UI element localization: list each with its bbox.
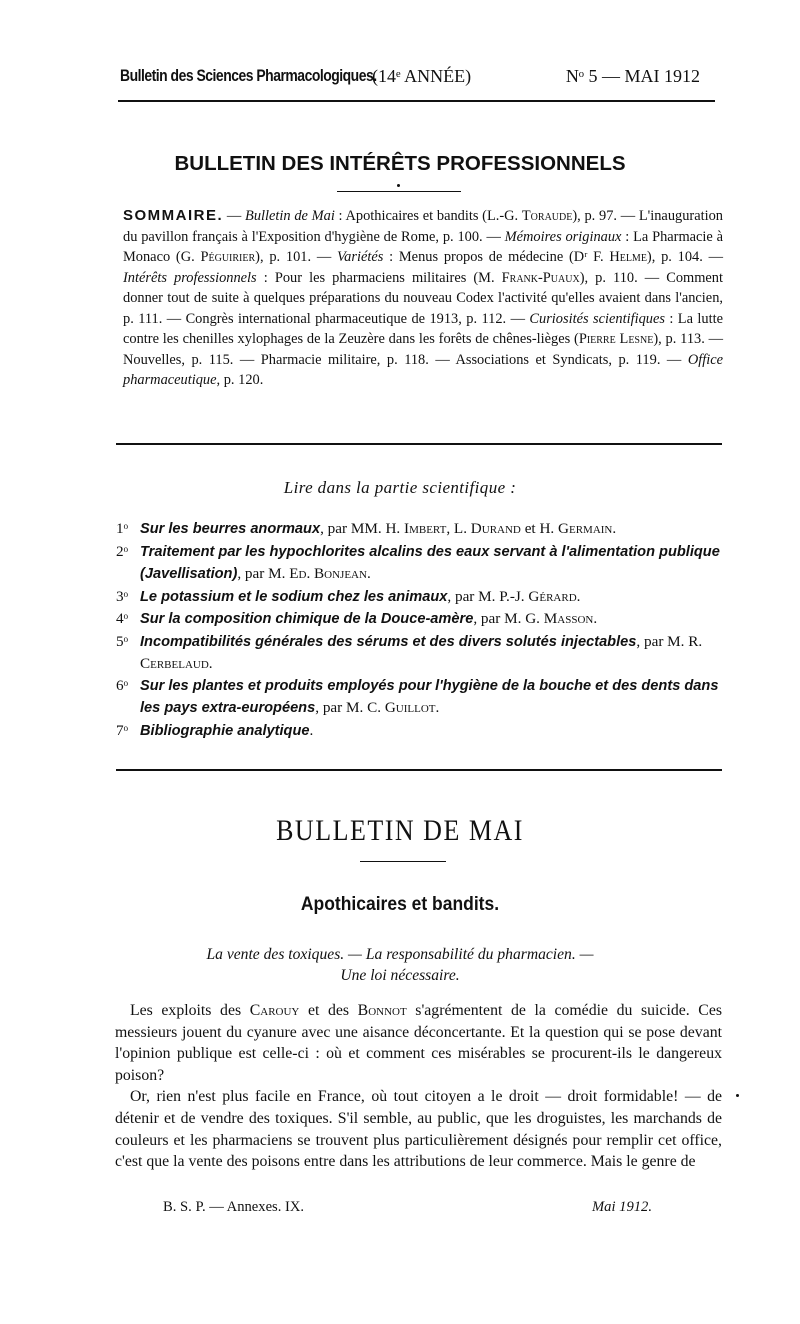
- item-text: , par M.: [636, 632, 689, 650]
- bulletin-title: BULLETIN DE MAI: [276, 813, 524, 848]
- bulletin-title-rule: [360, 861, 446, 862]
- item-text: .: [208, 655, 213, 672]
- item-text: .: [576, 587, 581, 605]
- author-name: C. Guillot: [367, 699, 436, 716]
- author-name: Germain: [558, 520, 613, 537]
- section-rule: [116, 769, 722, 771]
- section-rule: [116, 443, 722, 445]
- item-number: 4ᵒ: [116, 610, 128, 627]
- article-subtitle: [0, 944, 800, 986]
- list-item: [116, 608, 726, 631]
- scientific-contents-list: [116, 518, 726, 742]
- item-text: et H.: [520, 520, 559, 537]
- item-title: Le potassium et le sodium chez les animaux: [140, 588, 448, 605]
- sommaire-text: : Menus propos de médecine (Dʳ F.: [383, 249, 610, 265]
- list-item: [116, 518, 726, 541]
- item-text: .: [435, 699, 440, 716]
- footer-date: Mai 1912.: [592, 1199, 652, 1215]
- item-number: 2ᵒ: [116, 542, 128, 560]
- footer-signature: B. S. P. — Annexes. IX.: [163, 1199, 305, 1215]
- item-text: , par M.: [237, 565, 290, 582]
- author-name: Helme: [609, 249, 647, 265]
- running-head: [120, 66, 700, 90]
- article-body: [115, 1000, 722, 1173]
- author-name: P.-J. Gérard: [499, 587, 577, 605]
- list-item: [116, 720, 726, 743]
- sommaire-text: ), p. 101. —: [255, 249, 337, 265]
- item-number: 6ᵒ: [116, 676, 128, 694]
- item-number: 7ᵒ: [116, 721, 128, 739]
- sommaire-text: : Apothicaires et bandits (L.-G.: [334, 208, 522, 224]
- item-text: .: [366, 565, 371, 582]
- sommaire-text: ), p. 97. — L'inauguration du pavillon français à l'Exposition d'hygiène de Rome, p. 100. —: [123, 208, 723, 245]
- journal-year: (14ᵉ ANNÉE): [372, 66, 472, 86]
- person-name: Bonnot: [357, 1002, 407, 1019]
- sommaire-heading: Variétés: [336, 249, 384, 265]
- sommaire-heading: Mémoires originaux: [504, 228, 622, 245]
- item-title: Bibliographie analytique: [140, 722, 310, 739]
- sommaire-heading: Office pharmaceutique: [123, 351, 723, 388]
- body-text: Les exploits des: [130, 1002, 250, 1019]
- sommaire-text: ), p. 104. —: [646, 249, 723, 265]
- list-item: [116, 541, 726, 586]
- article-title: Apothicaires et bandits.: [300, 894, 500, 915]
- list-item: [116, 675, 726, 720]
- header-rule: [118, 100, 715, 102]
- item-title: Incompatibilités générales des sérums et des divers solutés injectables: [140, 633, 637, 650]
- item-text: , par MM. H.: [320, 520, 405, 537]
- subtitle-line: Une loi nécessaire.: [340, 967, 460, 984]
- sommaire-heading: Intérêts professionnels: [123, 269, 257, 286]
- item-number: 3ᵒ: [116, 587, 128, 605]
- author-name: Péguirier: [200, 249, 256, 265]
- sommaire-paragraph: [123, 206, 723, 391]
- list-item: [116, 586, 726, 609]
- body-paragraph: Or, rien n'est plus facile en France, où tout citoyen a le droit — droit formidable! — de détenir et de vendre des toxiques. S'il semble, au public, que les droguistes, les marchands de couleurs et les pharmaciens se trouvent plus particulièrement désignés pour remplir cet office, c'est que la vente des poisons entre dans les attributions de leur commerce. Mais le genre de: [115, 1088, 722, 1171]
- sommaire-heading: Bulletin de Mai: [245, 208, 335, 224]
- item-text: , par M.: [315, 699, 368, 716]
- item-title: Sur les beurres anormaux: [140, 521, 321, 537]
- item-number: 5ᵒ: [116, 632, 128, 650]
- ornament-dot: [397, 184, 400, 187]
- item-text: , L.: [446, 520, 471, 537]
- item-title: Traitement par les hypochlorites alcalins des eaux servant à l'alimentation publique (Javellisation): [140, 543, 720, 582]
- author-name: G. Masson: [525, 610, 594, 627]
- body-paragraph: [115, 1000, 722, 1086]
- item-text: .: [593, 610, 598, 627]
- author-name: Pierre Lesne: [578, 331, 654, 347]
- issue-number: Nᵒ 5 — MAI 1912: [565, 66, 700, 86]
- sommaire-text: —: [223, 208, 246, 224]
- item-text: , par M.: [473, 610, 526, 627]
- body-text: s'agrémentent de la comédie du suicide. Ces messieurs jouent du cyanure avec une aisance déconcertante. Et la question qui se pose devant l'opinion publique est celle-ci : où et comment ces misérables se procurent-ils le dangereux poison?: [115, 1002, 722, 1084]
- sommaire-text: : La lutte contre les chenilles xylophages de la Zeuzère dans les forêts de chênes-lièges (: [123, 310, 723, 347]
- sommaire-text: ), p. 110. — Comment donner tout de suite à quelques préparations du nouveau Codex l'activité qu'elles avaient dans l'ancien, p. 111. — Congrès international pharmaceutique de 1913, p. 112. —: [123, 269, 723, 327]
- author-name: R. Cerbelaud: [140, 632, 703, 672]
- margin-mark: [736, 1094, 739, 1097]
- item-title: Sur les plantes et produits employés pour l'hygiène de la bouche et des dents dans les pays extra-européens: [140, 677, 719, 716]
- sommaire-text: ), p. 113. — Nouvelles, p. 115. — Pharmacie militaire, p. 118. — Associations et Syndicats, p. 119. —: [123, 331, 724, 368]
- sommaire-text: : La Pharmacie à Monaco (G.: [123, 228, 724, 265]
- author-name: Durand: [470, 520, 521, 537]
- list-item: [116, 631, 726, 675]
- item-text: .: [309, 721, 314, 739]
- lire-heading: Lire dans la partie scientifique :: [283, 478, 517, 497]
- item-title: Sur la composition chimique de la Douce-amère: [140, 611, 474, 627]
- author-name: Frank-Puaux: [501, 269, 580, 286]
- title-rule: [337, 191, 461, 192]
- item-number: 1ᵒ: [116, 520, 128, 537]
- subtitle-line: La vente des toxiques. — La responsabilité du pharmacien. —: [206, 946, 594, 963]
- sommaire-label: SOMMAIRE.: [123, 207, 224, 224]
- sommaire-text: : Pour les pharmaciens militaires (M.: [256, 269, 502, 286]
- sommaire-text: , p. 120.: [216, 372, 264, 388]
- body-text: et des: [299, 1002, 358, 1019]
- author-name: Toraude: [521, 208, 573, 224]
- item-text: , par M.: [447, 587, 500, 605]
- section-title: BULLETIN DES INTÉRÊTS PROFESSIONNELS: [174, 152, 626, 175]
- author-name: Imbert: [404, 520, 447, 537]
- author-name: Ed. Bonjean: [289, 565, 367, 582]
- sommaire-heading: Curiosités scientifiques: [529, 310, 665, 327]
- person-name: Carouy: [249, 1002, 300, 1019]
- item-text: .: [612, 520, 617, 537]
- journal-name: Bulletin des Sciences Pharmacologiques.: [120, 66, 377, 85]
